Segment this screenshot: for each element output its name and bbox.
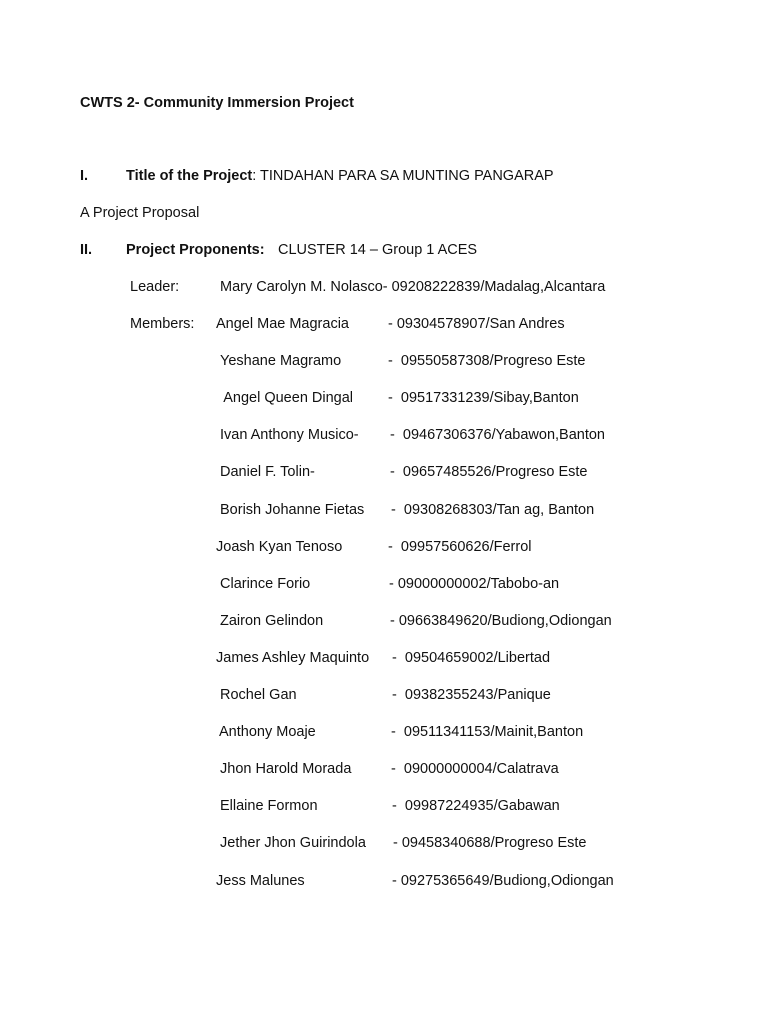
member-name: Jhon Harold Morada	[220, 761, 352, 777]
member-contact-address: - 09308268303/Tan ag, Banton	[391, 502, 595, 518]
member-contact-address: - 09511341153/Mainit,Banton	[391, 724, 584, 740]
member-contact-address: - 09517331239/Sibay,Banton	[388, 390, 579, 406]
member-name: Daniel F. Tolin-	[220, 464, 315, 480]
section-heading-line	[126, 167, 554, 185]
member-contact-address: - 09957560626/Ferrol	[388, 539, 532, 555]
member-contact-address: - 09657485526/Progreso Este	[390, 464, 588, 480]
member-contact-address: - 09458340688/Progreso Este	[393, 835, 587, 851]
member-contact-address: - 09467306376/Yabawon,Banton	[390, 427, 605, 443]
leader-label: Leader:	[130, 279, 180, 295]
member-contact-address: - 09663849620/Budiong,Odiongan	[390, 613, 612, 629]
member-name: Jess Malunes	[216, 873, 305, 889]
member-contact-address: - 09382355243/Panique	[392, 687, 551, 703]
member-name: Anthony Moaje	[219, 724, 316, 740]
section-numeral: I.	[80, 168, 89, 184]
member-contact-address: - 09504659002/Libertad	[392, 650, 551, 666]
member-name: James Ashley Maquinto	[216, 650, 370, 666]
member-name: Zairon Gelindon	[220, 613, 324, 629]
section-numeral: II.	[80, 242, 93, 258]
section-label: Title of the Project	[126, 168, 253, 184]
document-heading: CWTS 2- Community Immersion Project	[80, 95, 354, 111]
member-contact-address: - 09000000002/Tabobo-an	[389, 576, 560, 592]
member-name: Jether Jhon Guirindola	[220, 835, 366, 851]
member-name: Yeshane Magramo	[220, 353, 342, 369]
member-name: Ellaine Formon	[220, 798, 318, 814]
proposal-text: A Project Proposal	[80, 205, 200, 221]
section-label: Project Proponents:	[126, 242, 265, 258]
member-contact-address: - 09987224935/Gabawan	[392, 798, 560, 814]
member-name: Borish Johanne Fietas	[220, 502, 365, 518]
leader-entry: Mary Carolyn M. Nolasco- 09208222839/Madalag,Alcantara	[220, 279, 606, 295]
member-name: Rochel Gan	[220, 687, 297, 703]
project-title: : TINDAHAN PARA SA MUNTING PANGARAP	[252, 168, 554, 184]
member-contact-address: - 09550587308/Progreso Este	[388, 353, 586, 369]
member-name: Angel Queen Dingal	[220, 390, 354, 406]
member-name: Joash Kyan Tenoso	[216, 539, 343, 555]
cluster-group: CLUSTER 14 – Group 1 ACES	[278, 242, 478, 258]
member-name: Clarince Forio	[220, 576, 311, 592]
member-contact-address: - 09275365649/Budiong,Odiongan	[392, 873, 614, 889]
member-contact-address: - 09304578907/San Andres	[388, 316, 565, 332]
member-name: Ivan Anthony Musico-	[220, 427, 359, 443]
members-label: Members:	[130, 316, 195, 332]
member-contact-address: - 09000000004/Calatrava	[391, 761, 559, 777]
member-name: Angel Mae Magracia	[216, 316, 349, 332]
